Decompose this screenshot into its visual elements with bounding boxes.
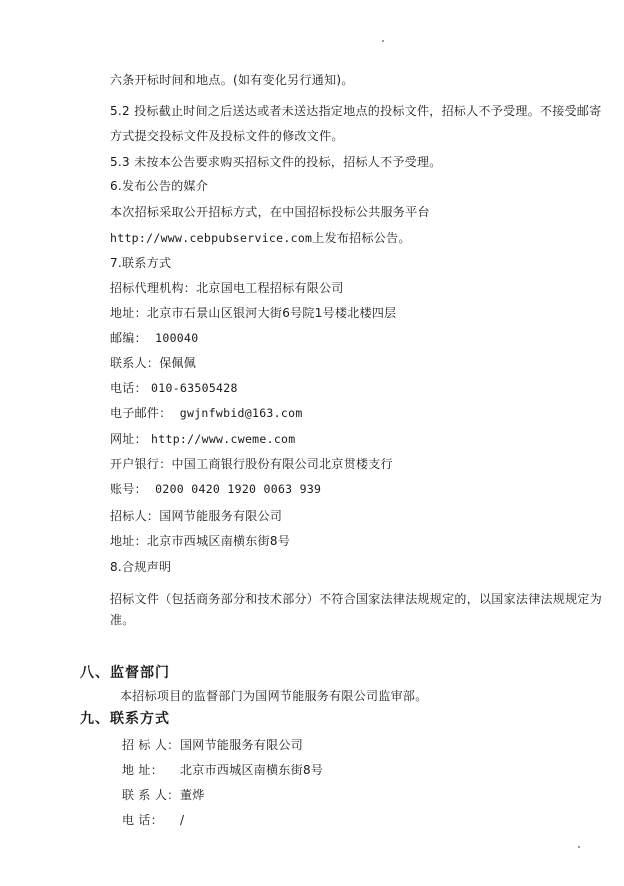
phone-value: 010-63505428 (151, 381, 238, 395)
subheading: 6.发布公告的媒介 (110, 179, 209, 193)
compliance-text: 准。 (110, 613, 135, 627)
scan-speck (578, 846, 580, 848)
contact-value: / (180, 813, 185, 827)
text-line: 本次招标采取公开招标方式，在中国招标投标公共服务平台 (110, 205, 430, 219)
text-line: 方式提交投标文件及投标文件的修改文件。 (110, 129, 344, 143)
compliance-text: 招标文件（包括商务部分和技术部分）不符合国家法律法规规定的，以国家法律法规规定为 (110, 592, 603, 606)
website-line (110, 431, 296, 447)
contact-label: 地 址： (122, 763, 164, 777)
account-label: 账号： (110, 482, 147, 496)
contact-person-line: 联系人：保佩佩 (110, 356, 197, 370)
contact-value: 董烨 (180, 788, 205, 802)
website-value[interactable]: http://www.cweme.com (151, 432, 296, 446)
account-line (110, 481, 321, 497)
tenderer-address-line: 地址：北京市西城区南横东街8号 (110, 534, 291, 548)
contact-value: 北京市西城区南横东街8号 (180, 763, 324, 777)
phone-line (110, 380, 238, 396)
contact-label: 招 标 人： (122, 738, 180, 752)
contact-label: 电 话： (122, 813, 164, 827)
contact-row (122, 762, 323, 778)
section-heading-contact: 九、联系方式 (80, 711, 170, 727)
address-line: 地址：北京市石景山区银河大街6号院1号楼北楼四层 (110, 306, 397, 320)
contact-row (122, 787, 205, 803)
text-line: 5.3 未按本公告要求购买招标文件的投标，招标人不予受理。 (110, 155, 442, 169)
bank-line: 开户银行：中国工商银行股份有限公司北京贯楼支行 (110, 457, 393, 471)
contact-row (122, 737, 303, 753)
section-heading-supervision: 八、监督部门 (80, 665, 170, 681)
postcode-label: 邮编： (110, 331, 147, 345)
text-fragment: 上发布招标公告。 (312, 231, 411, 245)
supervision-text: 本招标项目的监督部门为国网节能服务有限公司监审部。 (120, 689, 428, 703)
phone-label: 电话： (110, 381, 147, 395)
text-line: 六条开标时间和地点。(如有变化另行通知)。 (110, 73, 354, 87)
website-label: 网址： (110, 432, 147, 446)
postcode-value: 100040 (155, 331, 199, 345)
account-value: 0200 0420 1920 0063 939 (155, 482, 322, 496)
postcode-line (110, 330, 198, 346)
contact-value: 国网节能服务有限公司 (180, 738, 304, 752)
url-link[interactable]: http://www.cebpubservice.com (110, 231, 313, 245)
email-value[interactable]: gwjnfwbid@163.com (179, 406, 303, 420)
subheading: 8.合规声明 (110, 560, 172, 574)
agency-line: 招标代理机构：北京国电工程招标有限公司 (110, 281, 344, 295)
contact-label: 联 系 人： (122, 788, 180, 802)
email-line (110, 405, 303, 421)
contact-row (122, 812, 184, 828)
email-label: 电子邮件： (110, 406, 172, 420)
text-line (110, 230, 411, 246)
tenderer-line: 招标人：国网节能服务有限公司 (110, 509, 283, 523)
text-line: 5.2 投标截止时间之后送达或者未送达指定地点的投标文件，招标人不予受理。不接受邮寄 (110, 104, 602, 118)
subheading: 7.联系方式 (110, 256, 172, 270)
scan-speck (382, 40, 384, 42)
